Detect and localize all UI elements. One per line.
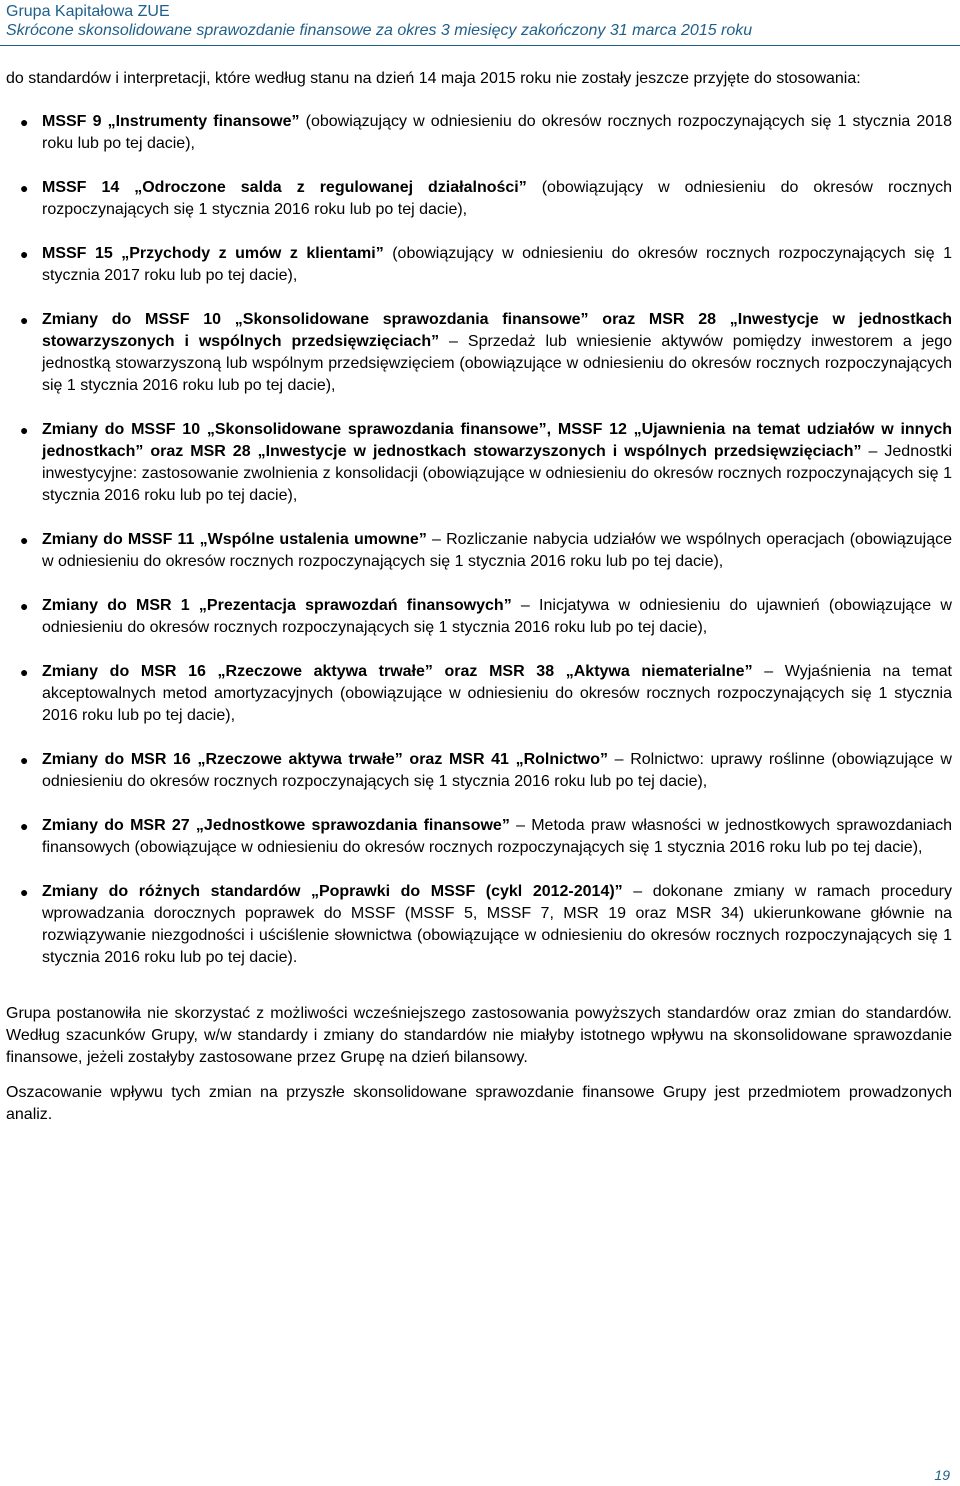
- bullet-icon: ●: [20, 884, 29, 900]
- standard-name: Zmiany do MSSF 10 „Skonsolidowane sprawozdania finansowe” oraz MSR 28 „Inwestycje w jednostkach stowarzyszonych i wspólnych przedsięwzięciach”: [42, 311, 952, 350]
- standard-name: MSSF 9 „Instrumenty finansowe”: [42, 113, 300, 130]
- standard-description: (obowiązujący w odniesieniu do okresów rocznych rozpoczynających się 1 stycznia 2017 roku lub po tej dacie),: [42, 245, 952, 284]
- standard-description: (obowiązujący w odniesieniu do okresów rocznych rozpoczynających się 1 stycznia 2016 roku lub po tej dacie),: [42, 179, 952, 218]
- group-decision-paragraph: Grupa postanowiła nie skorzystać z możliwości wcześniejszego zastosowania powyższych standardów oraz zmian do standardów. Według szacunków Grupy, w/w standardy i zmiany do standardów nie miałyby istotnego wpływu na skonsolidowane sprawozdanie finansowe, jeżeli zostałyby zastosowane przez Grupę na dzień bilansowy.: [6, 1005, 952, 1066]
- impact-assessment-paragraph: Oszacowanie wpływu tych zmian na przyszłe skonsolidowane sprawozdanie finansowe Grupy jest przedmiotem prowadzonych analiz.: [6, 1084, 952, 1123]
- bullet-icon: ●: [20, 752, 29, 768]
- bullet-icon: ●: [20, 532, 29, 548]
- document-body: [6, 68, 952, 1126]
- bullet-icon: ●: [20, 422, 29, 438]
- list-item: [6, 309, 952, 397]
- standard-name: Zmiany do MSR 16 „Rzeczowe aktywa trwałe” oraz MSR 38 „Aktywa niematerialne”: [42, 663, 753, 680]
- standards-list: [6, 111, 952, 969]
- list-item: [6, 749, 952, 793]
- page-header: [6, 2, 954, 40]
- page-number: 19: [934, 1467, 950, 1483]
- standard-description: – Metoda praw własności w jednostkowych sprawozdaniach finansowych (obowiązujące w odniesieniu do okresów rocznych rozpoczynających się 1 stycznia 2016 roku lub po tej dacie),: [42, 817, 953, 856]
- list-item: [6, 815, 952, 859]
- report-subtitle: Skrócone skonsolidowane sprawozdanie finansowe za okres 3 miesięcy zakończony 31 marca 2015 roku: [6, 22, 753, 39]
- standard-description: – dokonane zmiany w ramach procedury wprowadzania dorocznych poprawek do MSSF (MSSF 5, MSSF 7, MSR 19 oraz MSR 34) ukierunkowane głównie na rozwiązywanie niezgodności i uściślenie słownictwa (obowiązujące w odniesieniu do okresów rocznych rozpoczynających się 1 stycznia 2016 roku lub po tej dacie).: [42, 883, 952, 966]
- list-item: [6, 881, 952, 969]
- standard-description: – Jednostki inwestycyjne: zastosowanie zwolnienia z konsolidacji (obowiązujące w odniesieniu do okresów rocznych rozpoczynających się 1 stycznia 2016 roku lub po tej dacie),: [42, 443, 952, 504]
- standard-name: MSSF 15 „Przychody z umów z klientami”: [42, 245, 384, 262]
- list-item: [6, 529, 952, 573]
- standard-name: Zmiany do MSR 1 „Prezentacja sprawozdań finansowych”: [42, 597, 512, 614]
- list-item: [6, 111, 952, 155]
- standard-description: (obowiązujący w odniesieniu do okresów rocznych rozpoczynających się 1 stycznia 2018 roku lub po tej dacie),: [42, 113, 952, 152]
- bullet-icon: ●: [20, 180, 29, 196]
- header-divider: [0, 45, 960, 46]
- standard-name: Zmiany do MSR 27 „Jednostkowe sprawozdania finansowe”: [42, 817, 510, 834]
- list-item: [6, 595, 952, 639]
- list-item: [6, 177, 952, 221]
- standard-name: Zmiany do MSSF 11 „Wspólne ustalenia umowne”: [42, 531, 427, 548]
- bullet-icon: ●: [20, 114, 29, 130]
- standard-description: – Rozliczanie nabycia udziałów we wspólnych operacjach (obowiązujące w odniesieniu do okresów rocznych rozpoczynających się 1 stycznia 2016 roku lub po tej dacie),: [42, 531, 953, 570]
- list-item: [6, 661, 952, 727]
- list-item: [6, 243, 952, 287]
- standard-description: – Sprzedaż lub wniesienie aktywów pomiędzy inwestorem a jego jednostką stowarzyszoną lub wspólnym przedsięwzięciem (obowiązujące w odniesieniu do okresów rocznych rozpoczynających się 1 stycznia 2016 roku lub po tej dacie),: [42, 333, 953, 394]
- standard-description: – Wyjaśnienia na temat akceptowalnych metod amortyzacyjnych (obowiązujące w odniesieniu do okresów rocznych rozpoczynających się 1 stycznia 2016 roku lub po tej dacie),: [42, 663, 953, 724]
- company-name: Grupa Kapitałowa ZUE: [6, 3, 170, 20]
- bullet-icon: ●: [20, 818, 29, 834]
- bullet-icon: ●: [20, 598, 29, 614]
- standard-description: – Rolnictwo: uprawy roślinne (obowiązujące w odniesieniu do okresów rocznych rozpoczynających się 1 stycznia 2016 roku lub po tej dacie),: [42, 751, 952, 790]
- bullet-icon: ●: [20, 312, 29, 328]
- bullet-icon: ●: [20, 246, 29, 262]
- standard-name: Zmiany do MSR 16 „Rzeczowe aktywa trwałe” oraz MSR 41 „Rolnictwo”: [42, 751, 609, 768]
- list-item: [6, 419, 952, 507]
- standard-name: MSSF 14 „Odroczone salda z regulowanej działalności”: [42, 179, 527, 196]
- standard-description: – Inicjatywa w odniesieniu do ujawnień (obowiązujące w odniesieniu do okresów rocznych rozpoczynających się 1 stycznia 2016 roku lub po tej dacie),: [42, 597, 952, 636]
- standard-name: Zmiany do różnych standardów „Poprawki do MSSF (cykl 2012-2014)”: [42, 883, 623, 900]
- bullet-icon: ●: [20, 664, 29, 680]
- standard-name: Zmiany do MSSF 10 „Skonsolidowane sprawozdania finansowe”, MSSF 12 „Ujawnienia na temat udziałów w innych jednostkach” oraz MSR 28 „Inwestycje w jednostkach stowarzyszonych i wspólnych przedsięwzięciach”: [42, 421, 952, 460]
- intro-paragraph: do standardów i interpretacji, które według stanu na dzień 14 maja 2015 roku nie zostały jeszcze przyjęte do stosowania:: [6, 70, 861, 87]
